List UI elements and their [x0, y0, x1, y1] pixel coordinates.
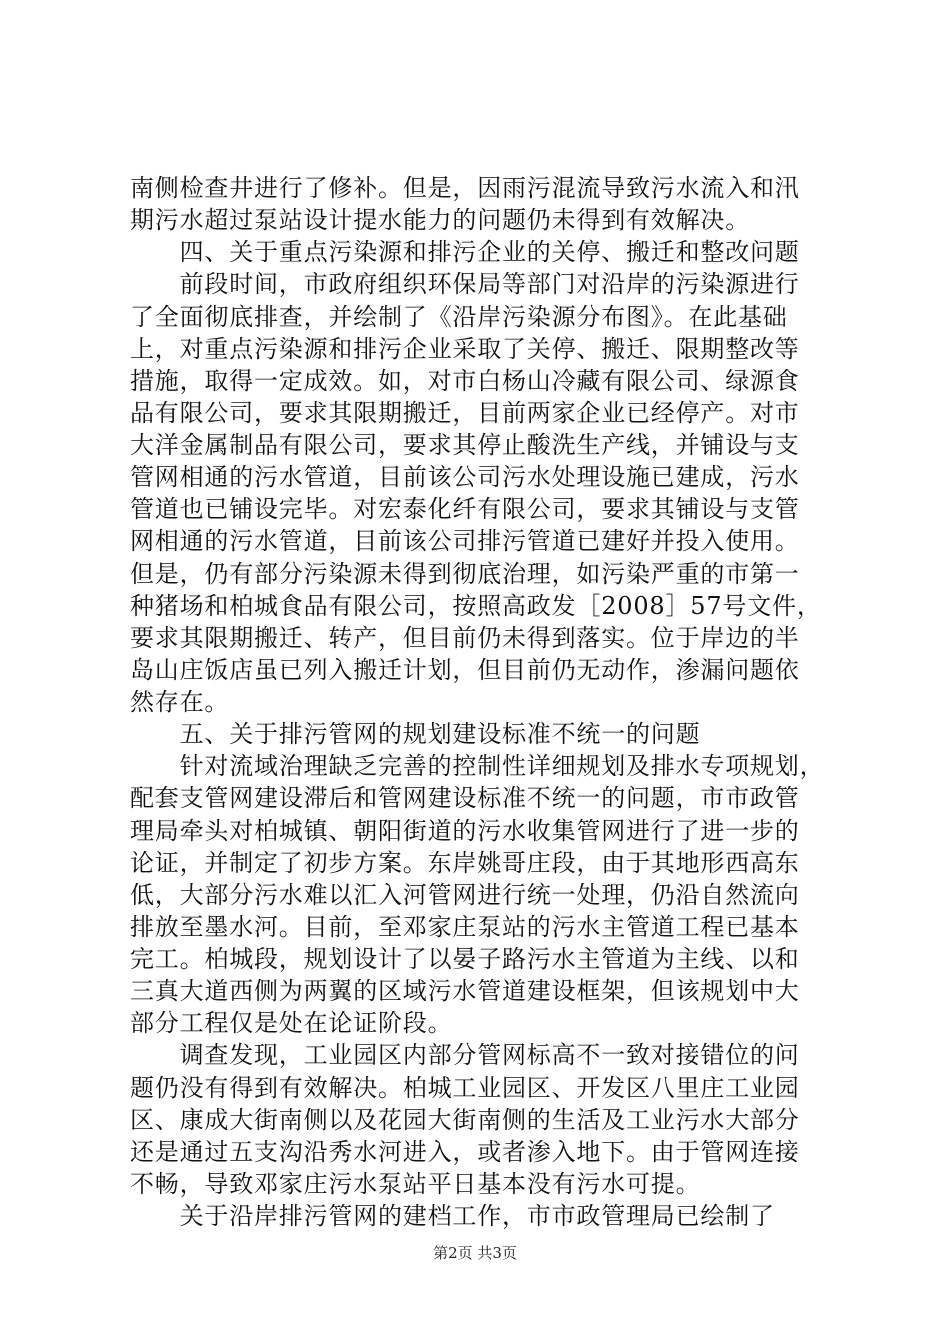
text-line: 完工。柏城段，规划设计了以晏子路污水主管道为主线、以和	[130, 945, 800, 973]
text-line: 岛山庄饭店虽已列入搬迁计划，但目前仍无动作，渗漏问题依	[130, 656, 800, 684]
text-line: 但是，仍有部分污染源未得到彻底治理，如污染严重的市第一	[130, 560, 800, 588]
text-line: 措施，取得一定成效。如，对市白杨山冷藏有限公司、绿源食	[130, 367, 800, 395]
page-number-footer: 第2页 共3页	[433, 1244, 517, 1262]
text-line: 南侧检查井进行了修补。但是，因雨污混流导致污水流入和汛	[130, 174, 800, 202]
text-line: 不畅，导致邓家庄污水泵站平日基本没有污水可提。	[130, 1170, 701, 1198]
text-line: 了全面彻底排查，并绘制了《沿岸污染源分布图》。在此基础	[130, 303, 788, 331]
text-line: 前段时间，市政府组织环保局等部门对沿岸的污染源进行	[130, 270, 800, 298]
section-heading: 五、关于排污管网的规划建设标准不统一的问题	[130, 720, 701, 748]
text-line: 题仍没有得到有效解决。柏城工业园区、开发区八里庄工业园	[130, 1074, 800, 1102]
text-line: 三真大道西侧为两翼的区域污水管道建设框架，但该规划中大	[130, 977, 800, 1005]
text-line: 管道也已铺设完毕。对宏泰化纤有限公司，要求其铺设与支管	[130, 495, 800, 523]
text-line: 期污水超过泵站设计提水能力的问题仍未得到有效解决。	[130, 206, 750, 234]
text-line: 种猪场和柏城食品有限公司，按照高政发［2008］57号文件，	[130, 592, 822, 620]
text-line: 然存在。	[130, 688, 230, 716]
text-line: 品有限公司，要求其限期搬迁，目前两家企业已经停产。对市	[130, 399, 800, 427]
text-line: 论证，并制定了初步方案。东岸姚哥庄段，由于其地形西高东	[130, 849, 800, 877]
text-line: 要求其限期搬迁、转产，但目前仍未得到落实。位于岸边的半	[130, 624, 800, 652]
text-line: 还是通过五支沟沿秀水河进入，或者渗入地下。由于管网连接	[130, 1138, 800, 1166]
text-line: 排放至墨水河。目前，至邓家庄泵站的污水主管道工程已基本	[130, 913, 800, 941]
text-line: 区、康成大街南侧以及花园大街南侧的生活及工业污水大部分	[130, 1106, 800, 1134]
text-line: 调查发现，工业园区内部分管网标高不一致对接错位的问	[130, 1041, 800, 1069]
text-line: 理局牵头对柏城镇、朝阳街道的污水收集管网进行了进一步的	[130, 817, 800, 845]
text-line: 配套支管网建设滞后和管网建设标准不统一的问题，市市政管	[130, 784, 800, 812]
text-line: 管网相通的污水管道，目前该公司污水处理设施已建成，污水	[130, 463, 800, 491]
text-line: 低，大部分污水难以汇入河管网进行统一处理，仍沿自然流向	[130, 881, 800, 909]
text-line: 网相通的污水管道，目前该公司排污管道已建好并投入使用。	[130, 527, 800, 555]
text-line: 大洋金属制品有限公司，要求其停止酸洗生产线，并铺设与支	[130, 431, 800, 459]
text-line: 上，对重点污染源和排污企业采取了关停、搬迁、限期整改等	[130, 335, 800, 363]
text-line: 部分工程仅是处在论证阶段。	[130, 1009, 453, 1037]
text-line: 关于沿岸排污管网的建档工作，市市政管理局已绘制了	[130, 1202, 775, 1230]
text-line: 针对流域治理缺乏完善的控制性详细规划及排水专项规划，	[130, 752, 825, 780]
section-heading: 四、关于重点污染源和排污企业的关停、搬迁和整改问题	[130, 238, 800, 266]
